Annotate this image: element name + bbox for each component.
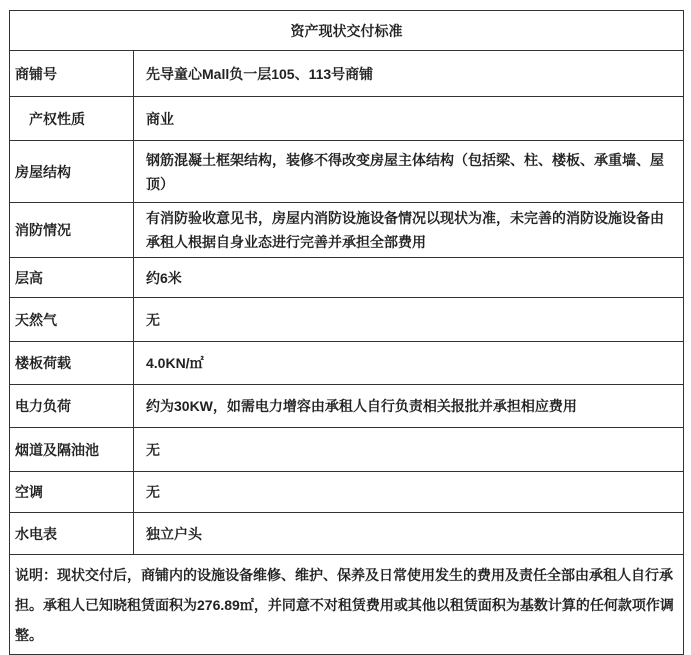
page-title: 资产现状交付标准 (10, 11, 684, 51)
value-property-ownership-type: 商业 (134, 97, 684, 141)
table-row (10, 472, 684, 513)
delivery-standard-table (9, 10, 684, 655)
label-water-electricity-meter: 水电表 (10, 513, 134, 555)
label-flue-and-grease-trap: 烟道及隔油池 (10, 428, 134, 472)
value-water-electricity-meter: 独立户头 (134, 513, 684, 555)
value-building-structure: 钢筋混凝土框架结构，装修不得改变房屋主体结构（包括梁、柱、楼板、承重墙、屋顶） (134, 141, 684, 203)
value-shop-number: 先导童心Mall负一层105、113号商铺 (134, 51, 684, 97)
label-power-capacity: 电力负荷 (10, 385, 134, 428)
label-natural-gas: 天然气 (10, 298, 134, 342)
value-flue-and-grease-trap: 无 (134, 428, 684, 472)
table-row (10, 203, 684, 258)
table-row (10, 258, 684, 298)
table-row (10, 513, 684, 555)
label-fire-safety-status: 消防情况 (10, 203, 134, 258)
table-row (10, 298, 684, 342)
label-building-structure: 房屋结构 (10, 141, 134, 203)
table-row (10, 342, 684, 385)
table-row (10, 11, 684, 51)
table-row (10, 428, 684, 472)
table-row (10, 97, 684, 141)
value-power-capacity: 约为30KW，如需电力增容由承租人自行负责相关报批并承担相应费用 (134, 385, 684, 428)
table-row (10, 385, 684, 428)
value-floor-load: 4.0KN/㎡ (134, 342, 684, 385)
label-floor-load: 楼板荷载 (10, 342, 134, 385)
label-floor-height: 层高 (10, 258, 134, 298)
value-air-conditioning: 无 (134, 472, 684, 513)
value-natural-gas: 无 (134, 298, 684, 342)
table-row (10, 555, 684, 655)
table-row (10, 51, 684, 97)
label-air-conditioning: 空调 (10, 472, 134, 513)
delivery-note: 说明：现状交付后，商铺内的设施设备维修、维护、保养及日常使用发生的费用及责任全部由承租人自行承担。承租人已知晓租赁面积为276.89㎡，并同意不对租赁费用或其他以租赁面积为基数计算的任何款项作调整。 (10, 555, 684, 655)
label-property-ownership-type: 产权性质 (10, 97, 134, 141)
value-floor-height: 约6米 (134, 258, 684, 298)
label-shop-number: 商铺号 (10, 51, 134, 97)
table-row (10, 141, 684, 203)
value-fire-safety-status: 有消防验收意见书，房屋内消防设施设备情况以现状为准，未完善的消防设施设备由承租人根据自身业态进行完善并承担全部费用 (134, 203, 684, 258)
